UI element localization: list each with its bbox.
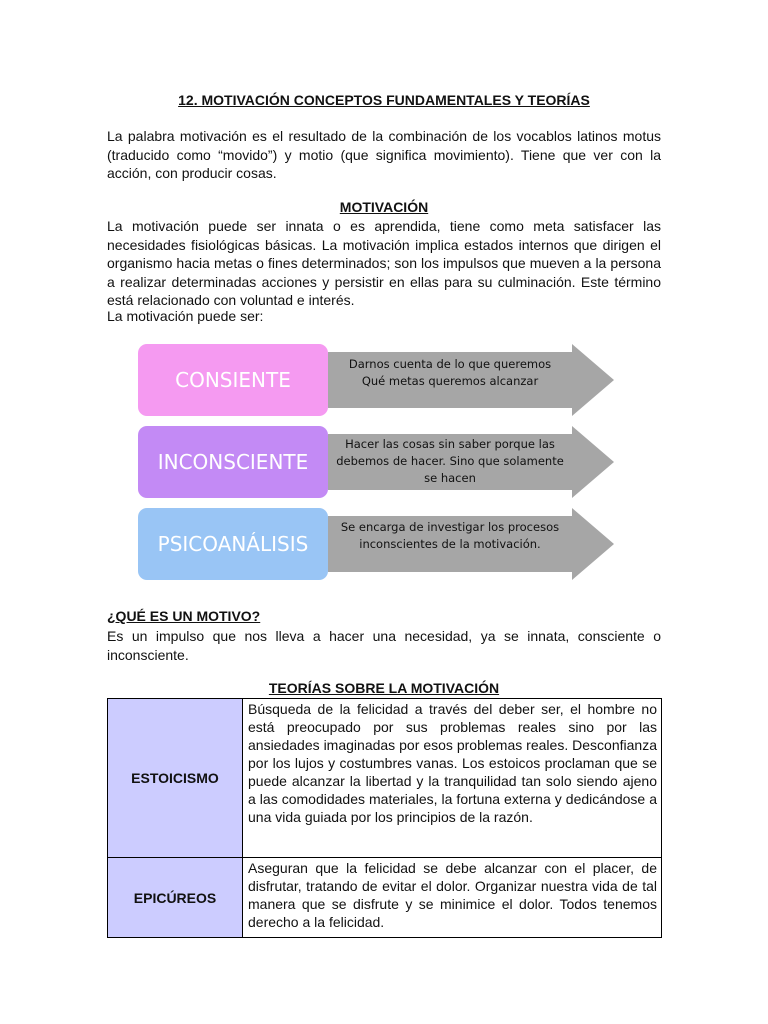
psicoanalisis-arrow	[328, 508, 614, 580]
description-line: inconscientes de la motivación.	[359, 537, 541, 551]
theory-name-cell: ESTOICISMO	[108, 699, 243, 858]
description-line: Se encarga de investigar los procesos	[340, 520, 560, 534]
description-line: Darnos cuenta de lo que queremos	[348, 357, 552, 371]
motivation-types-diagram	[138, 342, 618, 582]
motivo-paragraph: Es un impulso que nos lleva a hacer una necesidad, ya se innata, consciente o inconsciente.	[107, 628, 661, 663]
teorias-heading: TEORÍAS SOBRE LA MOTIVACIÓN	[268, 680, 500, 696]
motivacion-paragraph: La motivación puede ser innata o es aprendida, tiene como meta satisfacer las necesidades fisiológicas básicas. La motivación implica estados internos que dirigen el organismo hacia metas o fines determinados; son los impulsos que mueven a la persona a realizar determinadas acciones y persistir en ellas para su culminación. Este término está relacionado con voluntad e interés.	[107, 218, 661, 308]
table-row	[108, 699, 662, 858]
description-line: Qué metas queremos alcanzar	[361, 374, 539, 388]
motivacion-heading: MOTIVACIÓN	[339, 199, 429, 215]
theories-table	[107, 698, 662, 938]
consiente-arrow	[328, 344, 614, 416]
diagram-row-psicoanalisis	[138, 508, 618, 580]
theory-description-cell: Búsqueda de la felicidad a través del deber ser, el hombre no está preocupado por sus problemas reales sino por las ansiedades imaginadas por esos problemas reales. Desconfianza por los lujos y costumbres vanas. Los estoicos proclaman que se puede alcanzar la libertad y la tranquilidad tan solo siendo ajeno a las comodidades materiales, la fortuna externa y dedicándose a una vida guiada por los principios de la razón.	[243, 699, 662, 858]
description-line: debemos de hacer. Sino que solamente	[336, 453, 564, 468]
theory-description-cell: Aseguran que la felicidad se debe alcanzar con el placer, de disfrutar, tratando de evitar el dolor. Organizar nuestra vida de tal manera que se disfrute y se minimice el dolor. Todos tenemos derecho a la felicidad.	[243, 858, 662, 938]
intro-paragraph: La palabra motivación es el resultado de la combinación de los vocablos latinos motus (traducido como “movido”) y motio (que significa movimiento). Tiene que ver con la acción, con producir cosas.	[107, 128, 661, 181]
psicoanalisis-box: PSICOANÁLISIS	[138, 508, 328, 580]
page-title: 12. MOTIVACIÓN CONCEPTOS FUNDAMENTALES Y TEORÍAS	[178, 92, 590, 108]
description-line: Hacer las cosas sin saber porque las	[345, 436, 555, 451]
motivo-heading: ¿QUÉ ES UN MOTIVO?	[107, 608, 261, 624]
inconsciente-box: INCONSCIENTE	[138, 426, 328, 498]
diagram-row-consiente	[138, 344, 618, 416]
table-row	[108, 858, 662, 938]
motivacion-lead: La motivación puede ser:	[107, 308, 264, 324]
diagram-row-inconsciente	[138, 426, 618, 498]
consiente-box: CONSIENTE	[138, 344, 328, 416]
inconsciente-arrow	[328, 426, 614, 498]
inconsciente-description	[332, 426, 568, 498]
theory-name-cell: EPICÚREOS	[108, 858, 243, 938]
description-line: se hacen	[424, 470, 476, 485]
psicoanalisis-description	[332, 508, 568, 580]
consiente-description	[332, 344, 568, 416]
